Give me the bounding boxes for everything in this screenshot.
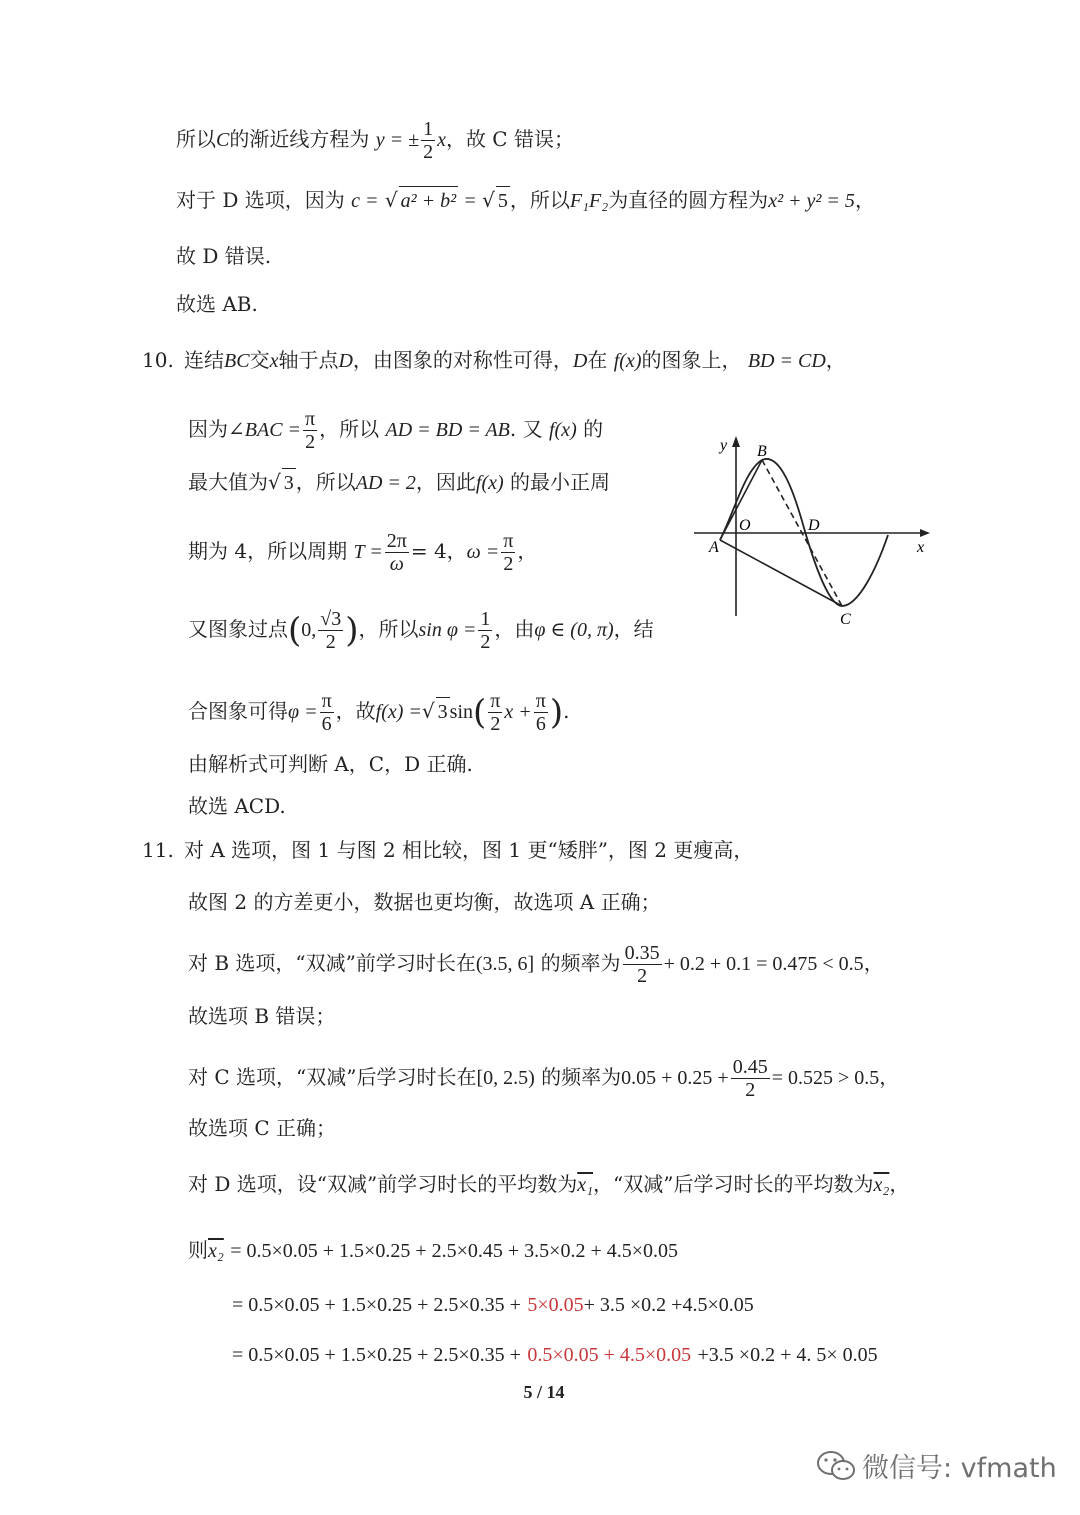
line-answer-ab: 故选 AB. (176, 292, 258, 316)
paren: ( (288, 610, 302, 651)
math: x₂ (873, 1174, 890, 1196)
q11-line-3 (188, 942, 884, 987)
q11-line-6: 故选项 C 正确； (188, 1116, 337, 1140)
text: ，结 (613, 617, 654, 641)
math: x (437, 129, 446, 151)
math: sin (449, 701, 474, 723)
math: f(x) = (375, 701, 422, 723)
q11-line-8 (188, 1236, 678, 1265)
sqrt-icon: √ (421, 699, 435, 723)
math: x (269, 350, 279, 372)
math: 3 (282, 468, 296, 497)
numerator: π (305, 408, 316, 430)
math: = 0.5×0.05 + 1.5×0.25 + 2.5×0.45 + 3.5×0.2 + 4.5×0.05 (230, 1240, 678, 1262)
text: 轴于点 (278, 348, 339, 372)
fraction (478, 608, 492, 653)
text: ，故 C 错误； (445, 127, 574, 151)
math: AD = BD = AB (385, 419, 510, 441)
text: ，故 (335, 699, 376, 723)
denominator: ω (389, 553, 404, 575)
label-c: C (840, 611, 851, 628)
math: 3 (436, 697, 450, 726)
q10-line-4 (188, 530, 537, 575)
numerator: π (490, 690, 501, 712)
text: ，因此 (415, 470, 476, 494)
math: = 0.5×0.05 + 1.5×0.25 + 2.5×0.35 + (232, 1294, 521, 1316)
text: 合图象可得 (188, 699, 288, 723)
math: f(x) (613, 350, 642, 372)
fraction (421, 118, 435, 163)
segment-ac (720, 540, 842, 606)
math: x₁ (577, 1174, 594, 1196)
text: ， (825, 348, 846, 372)
text: 连结 (184, 348, 224, 372)
math: c = (351, 190, 379, 212)
text: 最大值为 (188, 470, 268, 494)
math: f(x) (548, 419, 577, 441)
text: 对 A 选项，图 1 与图 2 相比较，图 1 更“矮胖”，图 2 更瘦高， (184, 838, 754, 862)
text: ，所以 (319, 417, 380, 441)
q11-line-1 (142, 836, 753, 864)
text: 的 (583, 417, 604, 441)
math: T = (353, 541, 383, 563)
text: 所以 (176, 127, 216, 151)
label-y: y (720, 437, 728, 454)
numerator: 1 (423, 118, 434, 140)
q11-line-10 (232, 1340, 878, 1369)
math: + 3.5 ×0.2 +4.5×0.05 (583, 1294, 754, 1316)
math: BC (224, 350, 250, 372)
label-a: A (709, 539, 719, 556)
text: 对 B 选项，“双减”前学习时长在 (188, 951, 476, 975)
text: ，所以 (295, 470, 356, 494)
numerator: √3 (320, 608, 342, 630)
q11-line-7 (188, 1170, 909, 1199)
math: (3.5, 6] (475, 953, 535, 975)
fraction (320, 690, 334, 735)
numerator: π (503, 530, 514, 552)
math: BD = CD (747, 350, 826, 372)
text: ，由 (494, 617, 535, 641)
math: sin φ = (418, 619, 477, 641)
text: . (563, 699, 570, 723)
x-axis-arrow-icon (920, 529, 930, 537)
paren: ) (549, 692, 564, 733)
line-d-wrong: 故 D 错误. (176, 244, 272, 268)
denominator: 2 (745, 1079, 756, 1101)
text: ，由图象的对称性可得， (352, 348, 573, 372)
text: 的频率为 (541, 1065, 622, 1089)
text: 则 (188, 1238, 208, 1262)
text: ， (517, 539, 538, 563)
wechat-watermark (816, 1446, 1057, 1485)
text: 又图象过点 (188, 617, 288, 641)
numerator: π (535, 690, 546, 712)
question-number: 10. (142, 348, 174, 372)
text: ， (889, 1172, 910, 1196)
sqrt-icon: √ (268, 470, 281, 494)
fraction (731, 1056, 770, 1101)
sine-graph (690, 430, 940, 630)
text: = 4， (410, 539, 467, 563)
q11-line-4: 故选项 B 错误； (188, 1004, 336, 1028)
fraction (303, 408, 317, 453)
numerator: 1 (480, 608, 491, 630)
text: . 又 (509, 417, 543, 441)
q11-line-2: 故图 2 的方差更小，数据也更均衡，故选项 A 正确； (188, 890, 661, 914)
math: φ ∈ (0, π) (534, 619, 614, 641)
math: [0, 2.5) (476, 1067, 535, 1089)
q10-line-2 (188, 408, 603, 453)
q10-line-3 (188, 468, 610, 497)
page-number: 5 / 14 (523, 1382, 565, 1402)
sqrt-icon: √ (384, 188, 398, 212)
math: f(x) (475, 472, 504, 494)
numerator: 2π (386, 530, 407, 552)
paren: ( (473, 692, 487, 733)
watermark-text: 微信号: vfmath (862, 1453, 1057, 1484)
numerator: π (321, 690, 332, 712)
math: 0.05 + 0.25 + (621, 1067, 729, 1089)
math: D (338, 350, 353, 372)
denominator: 2 (325, 631, 336, 653)
fraction (501, 530, 515, 575)
fraction (534, 690, 548, 735)
denominator: 2 (637, 965, 648, 987)
fraction (318, 608, 343, 653)
text: ， (854, 188, 875, 212)
text: 因为 (188, 417, 228, 441)
text: 交 (249, 348, 270, 372)
math: φ = (288, 701, 318, 723)
denominator: 2 (503, 553, 514, 575)
label-b: B (757, 443, 767, 460)
numerator: 0.35 (624, 942, 660, 964)
q11-line-5 (188, 1056, 899, 1101)
math: ∠BAC = (228, 419, 302, 441)
text: 的最小正周 (510, 470, 611, 494)
math: y = ± (375, 129, 420, 151)
text: 在 (587, 348, 608, 372)
denominator: 2 (423, 141, 434, 163)
math: F₁F₂ (569, 190, 609, 212)
math: + 0.2 + 0.1 = 0.475 < 0.5 (663, 953, 864, 975)
highlight: 0.5×0.05 + 4.5×0.05 (527, 1344, 692, 1366)
q11-line-9 (232, 1290, 754, 1319)
text: 对 D 选项，设“双减”前学习时长的平均数为 (188, 1172, 578, 1196)
text: 的频率为 (540, 951, 621, 975)
text: 的图象上， (641, 348, 742, 372)
denominator: 2 (305, 431, 316, 453)
paren: ) (345, 610, 359, 651)
denominator: 2 (480, 631, 491, 653)
math: D (572, 350, 588, 372)
numerator: 0.45 (732, 1056, 768, 1078)
math: C (216, 129, 230, 151)
q10-answer: 故选 ACD. (188, 794, 286, 818)
text: ， (863, 951, 884, 975)
math: x² + y² = 5 (768, 190, 855, 212)
math: ω = (466, 541, 500, 563)
fraction (623, 942, 662, 987)
math: = 0.525 > 0.5 (771, 1067, 880, 1089)
highlight: 5×0.05 (527, 1294, 584, 1316)
y-axis-arrow-icon (732, 436, 740, 447)
text: ，所以 (509, 188, 570, 212)
text: 期为 4，所以周期 (188, 539, 348, 563)
text: ，所以 (358, 617, 419, 641)
text: 对 C 选项，“双减”后学习时长在 (188, 1065, 477, 1089)
q10-line-6 (188, 690, 570, 735)
q10-conclusion: 由解析式可判断 A，C，D 正确. (188, 752, 473, 776)
label-x: x (917, 539, 925, 556)
denominator: 6 (535, 713, 546, 735)
math: 0, (301, 619, 317, 641)
sqrt-icon: √ (482, 188, 495, 212)
wechat-icon (816, 1450, 856, 1482)
label-o: O (739, 517, 751, 534)
math: x + (504, 701, 532, 723)
denominator: 2 (490, 713, 501, 735)
fraction (385, 530, 409, 575)
text: 为直径的圆方程为 (608, 188, 769, 212)
label-d: D (808, 517, 820, 534)
math: +3.5 ×0.2 + 4. 5× 0.05 (697, 1344, 878, 1366)
line-asymptote (176, 118, 574, 163)
text: 对于 D 选项，因为 (176, 188, 345, 212)
q10-line-5 (188, 608, 654, 653)
line-option-d (176, 186, 875, 215)
text: ，“双减”后学习时长的平均数为 (593, 1172, 874, 1196)
math: 5 (496, 186, 510, 215)
denominator: 6 (321, 713, 332, 735)
text: ， (879, 1065, 900, 1089)
text: 的渐近线方程为 (229, 127, 370, 151)
math: a² + b² (399, 186, 459, 215)
math: = 0.5×0.05 + 1.5×0.25 + 2.5×0.35 + (232, 1344, 521, 1366)
question-number: 11. (142, 838, 174, 862)
q10-line-1 (142, 346, 846, 375)
fraction (488, 690, 502, 735)
math: AD = 2 (355, 472, 416, 494)
math: = (464, 190, 476, 212)
math: x₂ (208, 1240, 224, 1262)
